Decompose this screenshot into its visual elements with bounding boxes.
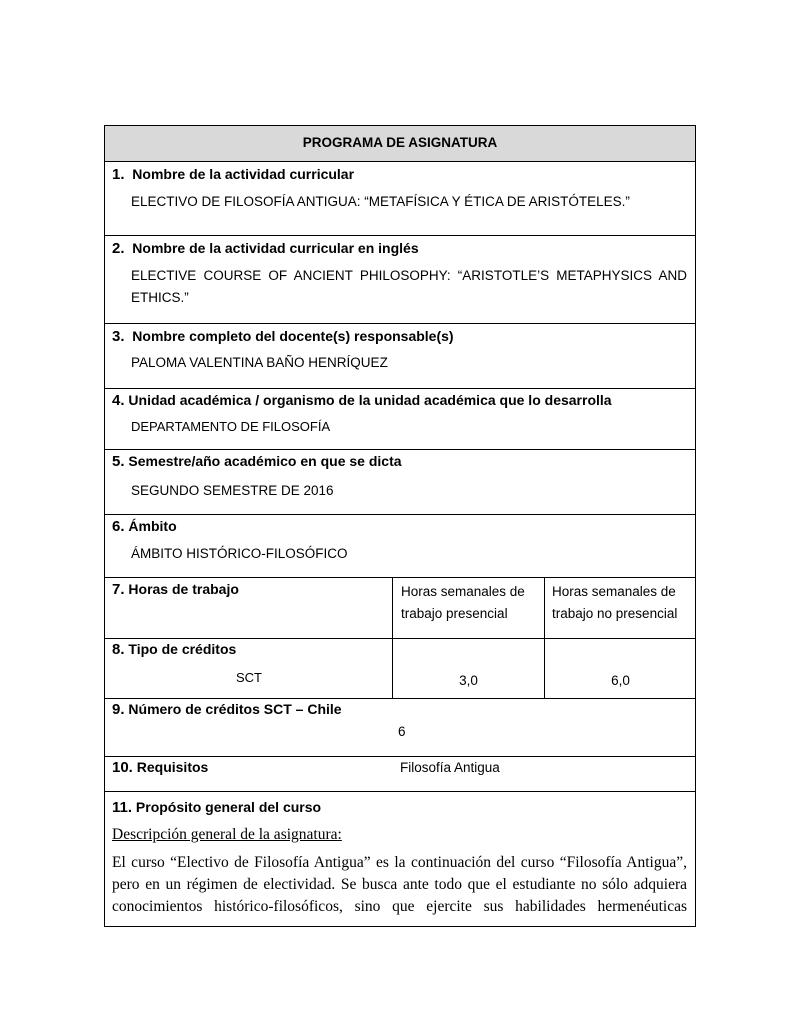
section-1-value: ELECTIVO DE FILOSOFÍA ANTIGUA: “METAFÍSICA Y ÉTICA DE ARISTÓTELES.” <box>131 194 630 209</box>
table-title-text: PROGRAMA DE ASIGNATURA <box>302 135 498 150</box>
section-10-heading: 10. Requisitos <box>112 759 209 776</box>
section-11-heading: 11. Propósito general del curso <box>112 799 322 816</box>
section-4-heading: 4. Unidad académica / organismo de la unidad académica que lo desarrolla <box>112 392 612 409</box>
section-4 <box>105 389 695 450</box>
section-9 <box>105 699 695 757</box>
section-2-value: ELECTIVE COURSE OF ANCIENT PHILOSOPHY: “ARISTOTLE’S METAPHYSICS AND ETHICS.” <box>131 268 687 305</box>
section-2-heading: 2. Nombre de la actividad curricular en inglés <box>112 240 419 257</box>
section-11 <box>105 792 695 927</box>
hours-nonpresential-header: Horas semanales de trabajo no presencial <box>552 584 678 621</box>
section-7-heading: 7. Horas de trabajo <box>112 581 239 598</box>
section-1-heading: 1. Nombre de la actividad curricular <box>112 166 355 183</box>
section-1 <box>105 162 695 236</box>
section-3 <box>105 324 695 389</box>
credits-number-value: 6 <box>398 724 406 739</box>
section-4-value: DEPARTAMENTO DE FILOSOFÍA <box>131 419 331 434</box>
description-line: pero en un régimen de electividad. Se busca ante todo que el estudiante no sólo adquiera <box>112 876 687 893</box>
section-3-value: PALOMA VALENTINA BAÑO HENRÍQUEZ <box>131 355 388 370</box>
hours-presential-header: Horas semanales de trabajo presencial <box>401 584 525 621</box>
section-5-value: SEGUNDO SEMESTRE DE 2016 <box>131 483 334 498</box>
program-table <box>104 125 696 927</box>
description-subheading: Descripción general de la asignatura: <box>112 826 342 843</box>
section-6-value: ÁMBITO HISTÓRICO-FILOSÓFICO <box>131 546 348 561</box>
section-8-heading: 8. Tipo de créditos <box>112 641 237 658</box>
description-line: conocimientos histórico-filosóficos, sino que ejercite sus habilidades hermenéuticas <box>112 898 687 915</box>
column-divider-2 <box>544 578 545 699</box>
section-7 <box>105 578 695 639</box>
requirements-value: Filosofía Antigua <box>400 760 500 775</box>
description-line: El curso “Electivo de Filosofía Antigua” es la continuación del curso “Filosofía Antigua”, <box>112 854 687 871</box>
section-3-heading: 3. Nombre completo del docente(s) responsable(s) <box>112 328 454 345</box>
hours-presential-value: 3,0 <box>459 673 478 688</box>
section-2 <box>105 236 695 324</box>
column-divider-1 <box>392 578 393 699</box>
section-5 <box>105 450 695 515</box>
section-8 <box>105 639 695 699</box>
hours-nonpresential-value: 6,0 <box>611 673 630 688</box>
section-6 <box>105 515 695 578</box>
description-body <box>112 852 687 918</box>
credit-type-value: SCT <box>236 670 262 685</box>
section-9-heading: 9. Número de créditos SCT – Chile <box>112 701 342 718</box>
section-6-heading: 6. Ámbito <box>112 518 177 535</box>
section-5-heading: 5. Semestre/año académico en que se dicta <box>112 453 402 470</box>
section-10 <box>105 757 695 792</box>
table-title <box>105 126 695 162</box>
